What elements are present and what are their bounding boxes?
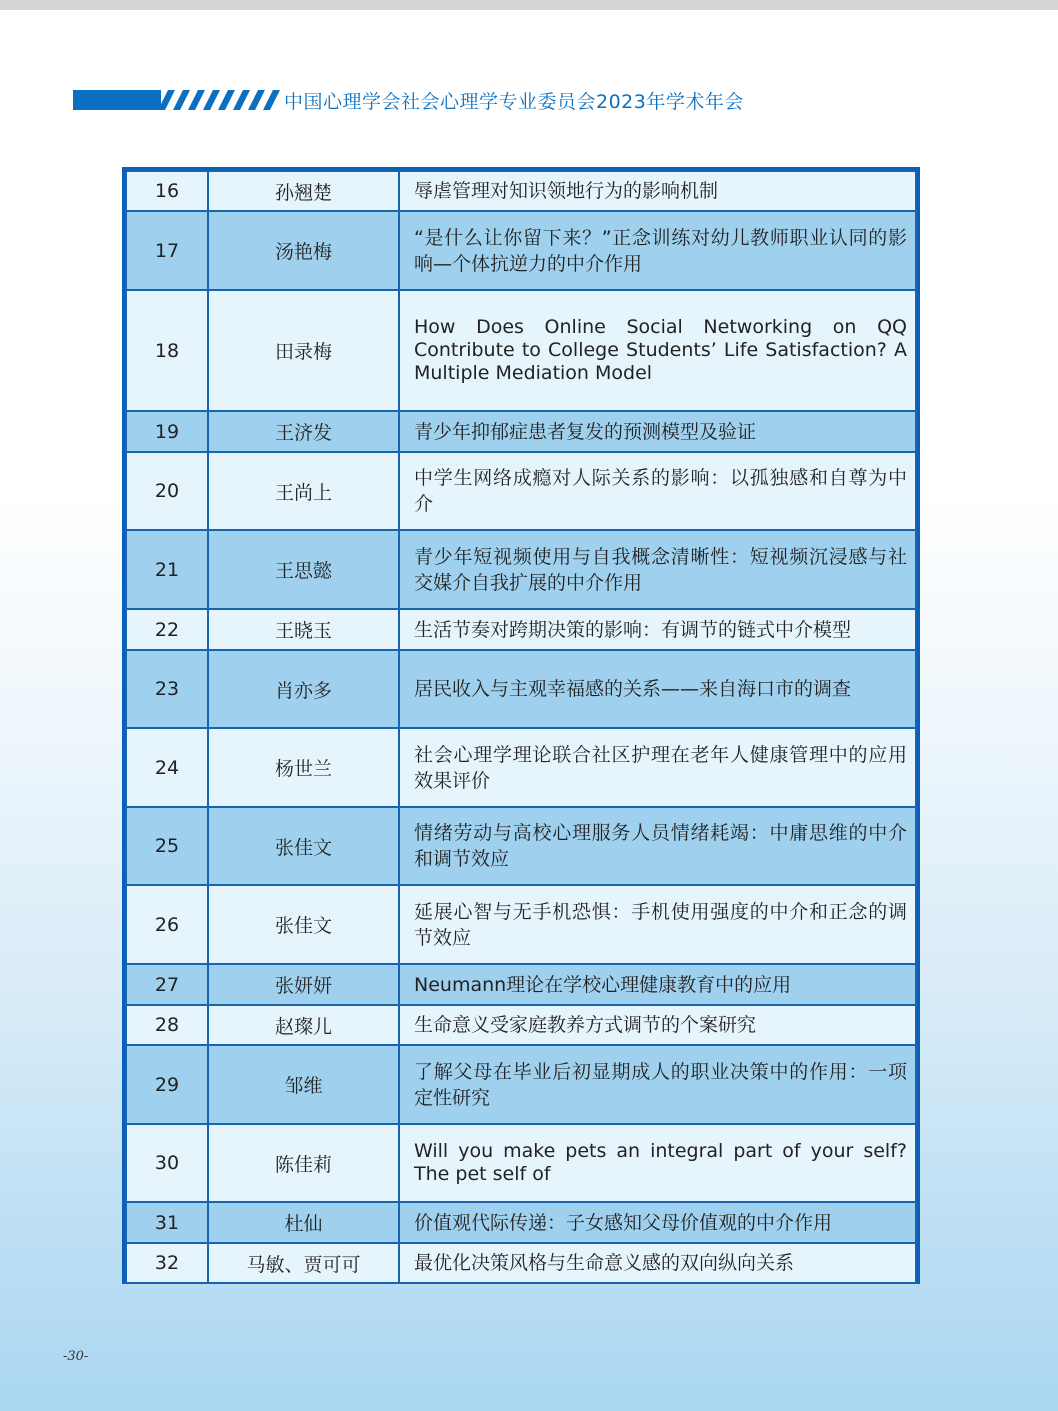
table-row	[126, 530, 916, 609]
author-name: 马敏、贾可可	[208, 1243, 399, 1283]
paper-title: 情绪劳动与高校心理服务人员情绪耗竭：中庸思维的中介和调节效应	[399, 807, 916, 885]
row-number: 23	[126, 650, 208, 728]
author-name: 王晓玉	[208, 609, 399, 650]
author-name: 杨世兰	[208, 728, 399, 807]
author-name: 陈佳莉	[208, 1124, 399, 1202]
table-row	[126, 728, 916, 807]
table-row	[126, 1005, 916, 1045]
row-number: 26	[126, 885, 208, 964]
paper-title: Neumann理论在学校心理健康教育中的应用	[399, 964, 916, 1005]
author-name: 王思懿	[208, 530, 399, 609]
table-row	[126, 171, 916, 211]
table-row	[126, 411, 916, 452]
table-row	[126, 964, 916, 1005]
table-row	[126, 1045, 916, 1124]
paper-title: 居民收入与主观幸福感的关系——来自海口市的调查	[399, 650, 916, 728]
row-number: 24	[126, 728, 208, 807]
table-row	[126, 807, 916, 885]
author-name: 汤艳梅	[208, 211, 399, 290]
paper-title: 最优化决策风格与生命意义感的双向纵向关系	[399, 1243, 916, 1283]
row-number: 21	[126, 530, 208, 609]
table-row	[126, 452, 916, 530]
paper-title: 青少年短视频使用与自我概念清晰性：短视频沉浸感与社交媒介自我扩展的中介作用	[399, 530, 916, 609]
author-name: 张妍妍	[208, 964, 399, 1005]
author-name: 张佳文	[208, 807, 399, 885]
author-name: 田录梅	[208, 290, 399, 411]
row-number: 27	[126, 964, 208, 1005]
table-row	[126, 1243, 916, 1283]
paper-title: 价值观代际传递：子女感知父母价值观的中介作用	[399, 1202, 916, 1243]
table-row	[126, 1124, 916, 1202]
table-row	[126, 1202, 916, 1243]
author-name: 邹维	[208, 1045, 399, 1124]
row-number: 20	[126, 452, 208, 530]
author-name: 杜仙	[208, 1202, 399, 1243]
paper-title: 中学生网络成瘾对人际关系的影响：以孤独感和自尊为中介	[399, 452, 916, 530]
table-row	[126, 609, 916, 650]
row-number: 30	[126, 1124, 208, 1202]
paper-title: Will you make pets an integral part of your self? The pet self of	[399, 1124, 916, 1202]
paper-title: 延展心智与无手机恐惧：手机使用强度的中介和正念的调节效应	[399, 885, 916, 964]
row-number: 29	[126, 1045, 208, 1124]
row-number: 22	[126, 609, 208, 650]
author-name: 张佳文	[208, 885, 399, 964]
table-row	[126, 885, 916, 964]
row-number: 28	[126, 1005, 208, 1045]
presentation-table	[122, 167, 920, 1284]
header-accent-bar	[73, 90, 161, 110]
paper-title: 生活节奏对跨期决策的影响：有调节的链式中介模型	[399, 609, 916, 650]
row-number: 19	[126, 411, 208, 452]
paper-title: “是什么让你留下来？”正念训练对幼儿教师职业认同的影响—个体抗逆力的中介作用	[399, 211, 916, 290]
row-number: 25	[126, 807, 208, 885]
table-row	[126, 211, 916, 290]
paper-title: 了解父母在毕业后初显期成人的职业决策中的作用：一项定性研究	[399, 1045, 916, 1124]
page-header-title: 中国心理学会社会心理学专业委员会2023年学术年会	[284, 91, 744, 113]
row-number: 18	[126, 290, 208, 411]
table-row	[126, 650, 916, 728]
page-number: -30-	[63, 1349, 89, 1364]
top-edge-strip	[0, 0, 1058, 10]
author-name: 肖亦多	[208, 650, 399, 728]
row-number: 32	[126, 1243, 208, 1283]
author-name: 孙翘楚	[208, 171, 399, 211]
paper-title: 社会心理学理论联合社区护理在老年人健康管理中的应用效果评价	[399, 728, 916, 807]
author-name: 王济发	[208, 411, 399, 452]
header-slash-stripes	[160, 90, 285, 110]
author-name: 赵璨儿	[208, 1005, 399, 1045]
table-row	[126, 290, 916, 411]
row-number: 17	[126, 211, 208, 290]
row-number: 31	[126, 1202, 208, 1243]
paper-title: 辱虐管理对知识领地行为的影响机制	[399, 171, 916, 211]
paper-title: How Does Online Social Networking on QQ Contribute to College Students’ Life Satisfaction? A Multiple Mediation Model	[399, 290, 916, 411]
paper-title: 生命意义受家庭教养方式调节的个案研究	[399, 1005, 916, 1045]
author-name: 王尚上	[208, 452, 399, 530]
paper-title: 青少年抑郁症患者复发的预测模型及验证	[399, 411, 916, 452]
row-number: 16	[126, 171, 208, 211]
presentation-table-body	[126, 171, 916, 1283]
